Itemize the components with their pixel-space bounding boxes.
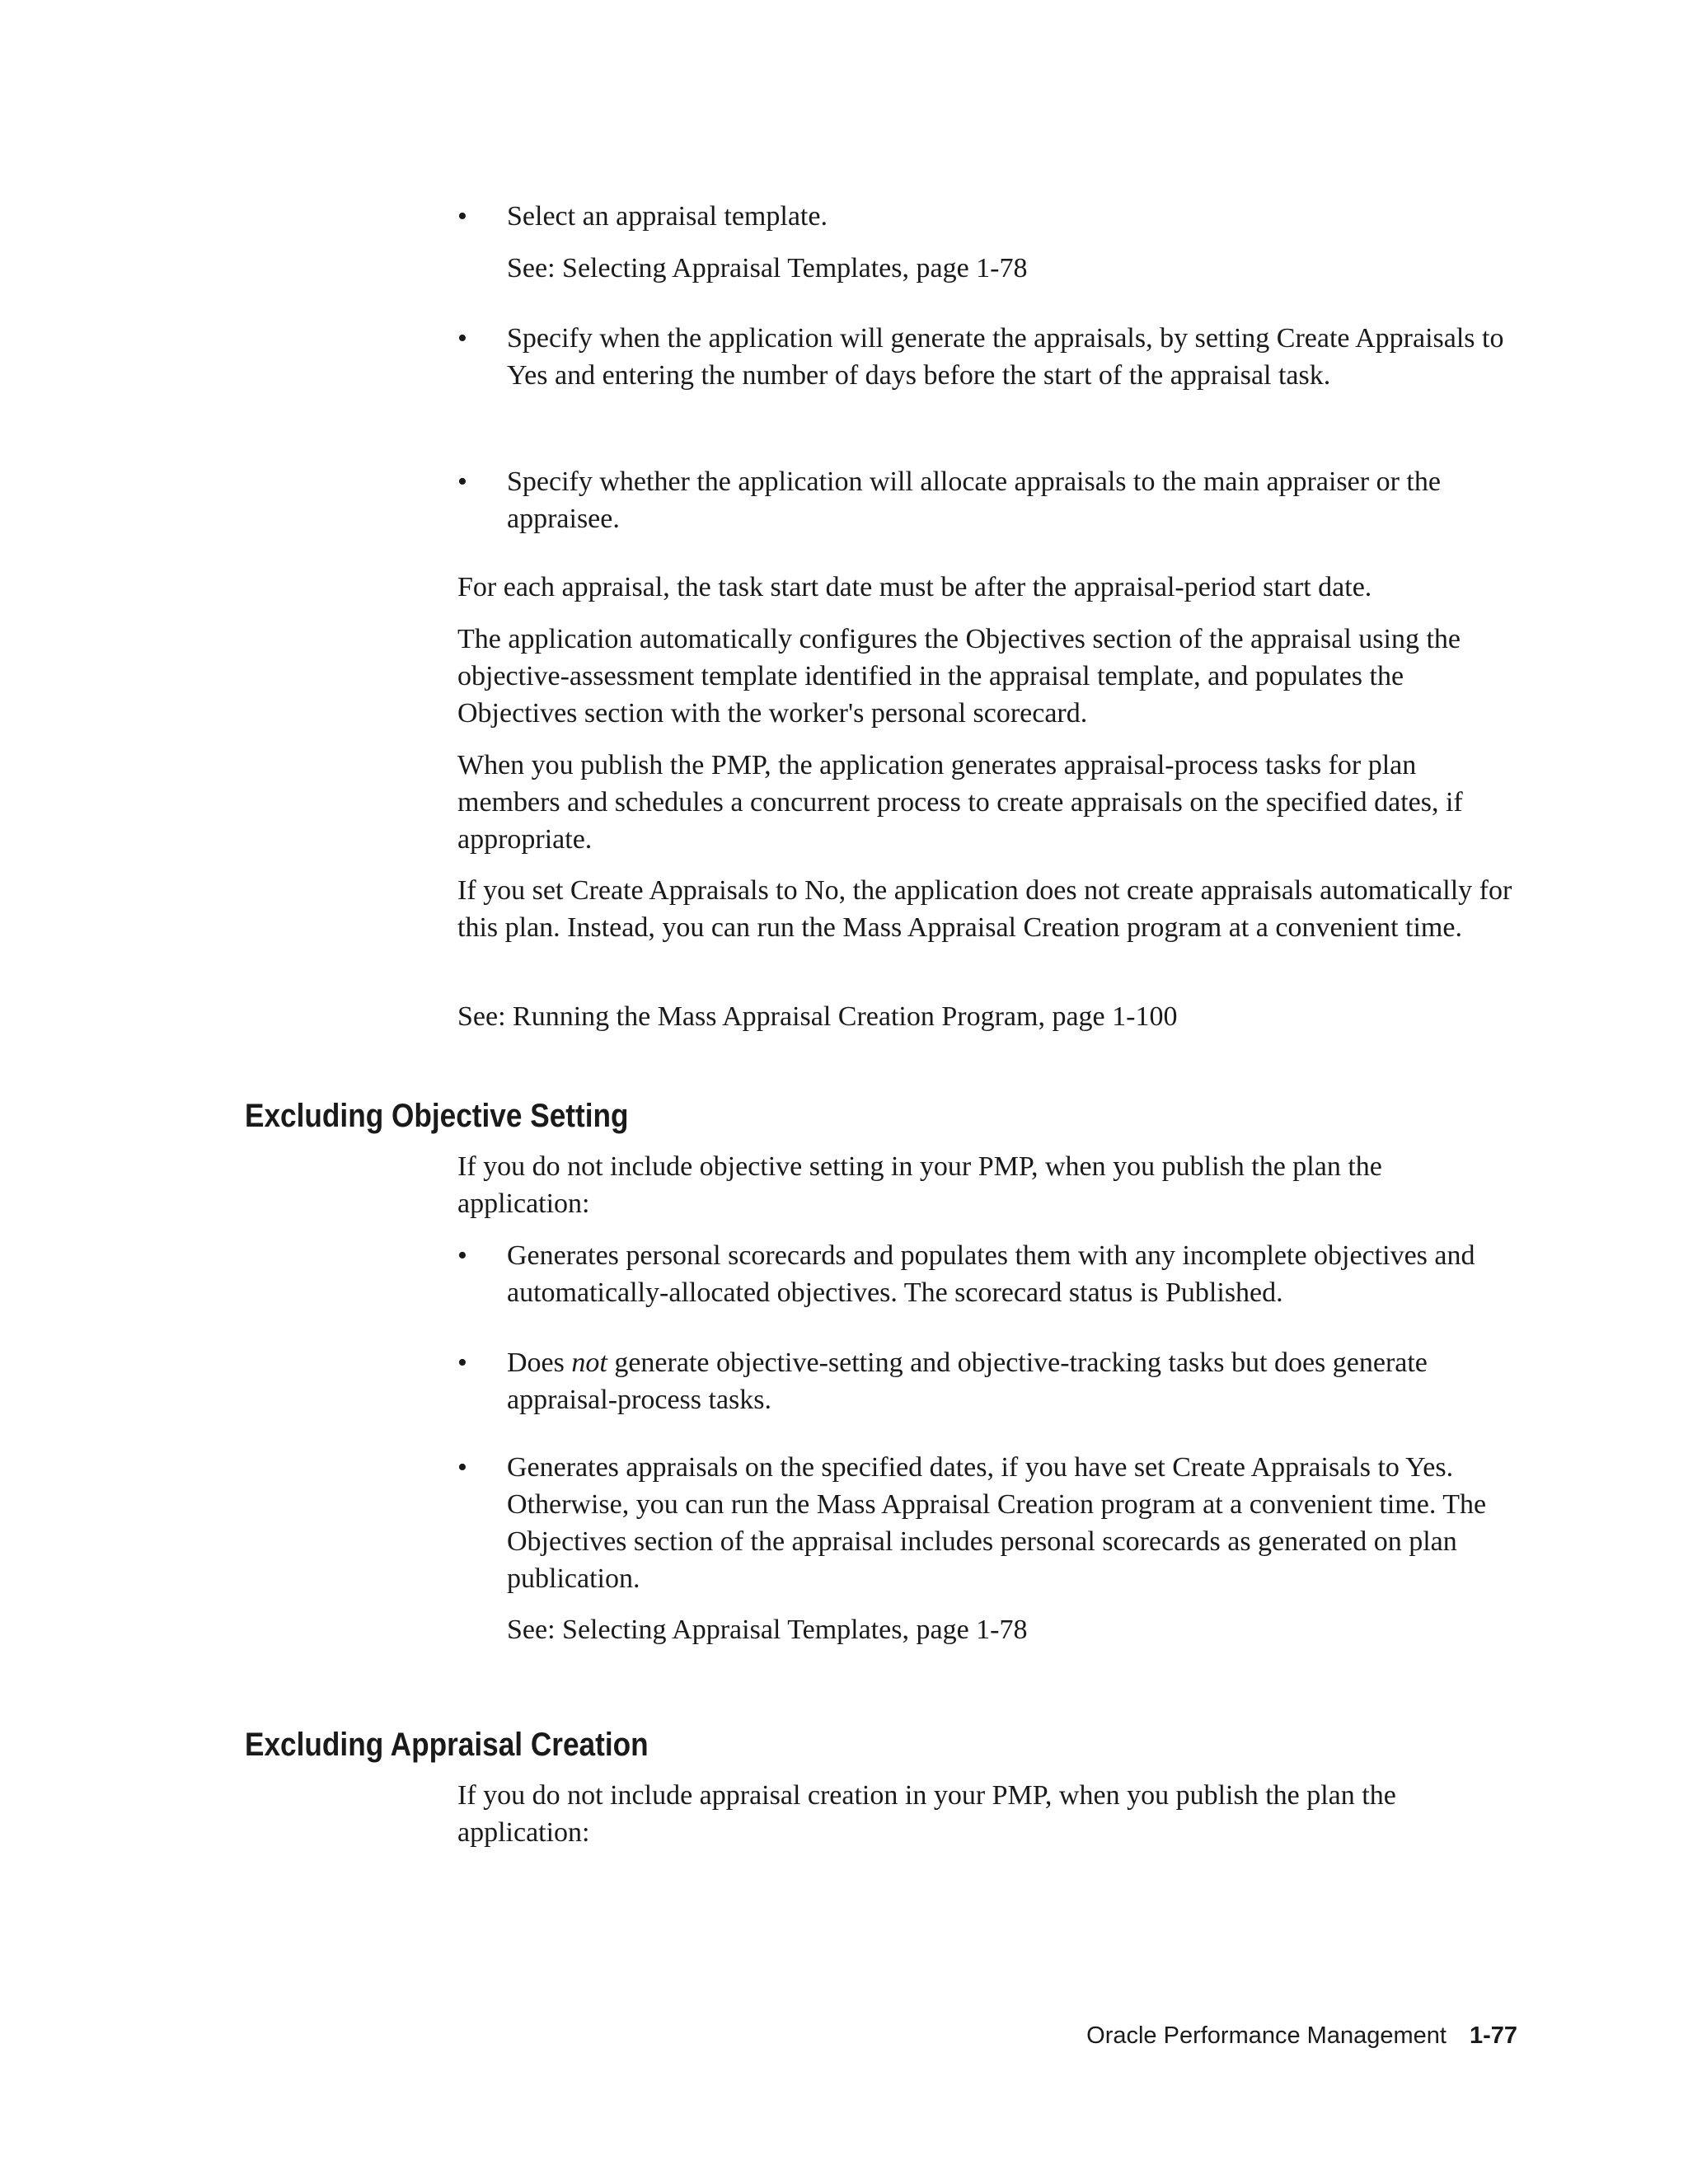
text-run: Does bbox=[507, 1347, 572, 1378]
bullet-icon: • bbox=[457, 1240, 467, 1271]
bullet-icon: • bbox=[457, 323, 467, 354]
list-item-text: Select an appraisal template. bbox=[507, 201, 828, 232]
bullet-icon: • bbox=[457, 201, 467, 232]
list-item bbox=[457, 1237, 1521, 1311]
bullet-icon: • bbox=[457, 1347, 467, 1378]
paragraph: For each appraisal, the task start date must be after the appraisal-period start date. bbox=[457, 572, 1372, 602]
bullet-icon: • bbox=[457, 1452, 467, 1483]
list-item-text bbox=[507, 1344, 1521, 1418]
see-reference: See: Selecting Appraisal Templates, page 1-78 bbox=[507, 253, 1028, 284]
list-item bbox=[457, 198, 1521, 235]
section-intro: If you do not include appraisal creation in your PMP, when you publish the plan the application: bbox=[457, 1780, 1396, 1848]
page-number: 1-77 bbox=[1469, 2022, 1517, 2049]
section-heading: Excluding Appraisal Creation bbox=[245, 1727, 649, 1763]
section-intro: If you do not include objective setting in your PMP, when you publish the plan the application: bbox=[457, 1151, 1382, 1219]
bullet-icon: • bbox=[457, 466, 467, 497]
paragraph: The application automatically configures the Objectives section of the appraisal using the objective-assessment template identified in the appraisal template, and populates the Objectives section with the worker's personal scorecard. bbox=[457, 624, 1461, 729]
list-item-text: Generates personal scorecards and populates them with any incomplete objectives and automatically-allocated objectives. The scorecard status is Published. bbox=[507, 1240, 1475, 1308]
page-footer bbox=[1086, 2021, 1517, 2050]
see-reference: See: Selecting Appraisal Templates, page 1-78 bbox=[507, 1615, 1028, 1645]
text-run: generate objective-setting and objective-tracking tasks but does generate appraisal-process tasks. bbox=[507, 1347, 1428, 1415]
list-item-text: Generates appraisals on the specified dates, if you have set Create Appraisals to Yes. Otherwise, you can run the Mass Appraisal Creation program at a convenient time. The Objectives section of the appraisal includes personal scorecards as generated on plan publication. bbox=[507, 1452, 1487, 1594]
footer-title: Oracle Performance Management bbox=[1086, 2022, 1447, 2049]
list-item-text: Specify whether the application will allocate appraisals to the main appraiser or the appraisee. bbox=[507, 466, 1441, 534]
list-item bbox=[457, 463, 1521, 537]
section-heading: Excluding Objective Setting bbox=[245, 1098, 629, 1134]
emphasis-text: not bbox=[571, 1347, 607, 1378]
paragraph: If you set Create Appraisals to No, the application does not create appraisals automatically for this plan. Instead, you can run the Mass Appraisal Creation program at a convenient time. bbox=[457, 875, 1512, 943]
list-item-text: Specify when the application will generate the appraisals, by setting Create Appraisals to Yes and entering the number of days before the start of the appraisal task. bbox=[507, 323, 1504, 391]
list-item bbox=[457, 1344, 1521, 1418]
list-item bbox=[457, 320, 1521, 394]
see-reference: See: Running the Mass Appraisal Creation Program, page 1-100 bbox=[457, 1001, 1178, 1032]
list-item bbox=[457, 1449, 1521, 1597]
paragraph: When you publish the PMP, the application generates appraisal-process tasks for plan members and schedules a concurrent process to create appraisals on the specified dates, if appropriate. bbox=[457, 750, 1463, 855]
